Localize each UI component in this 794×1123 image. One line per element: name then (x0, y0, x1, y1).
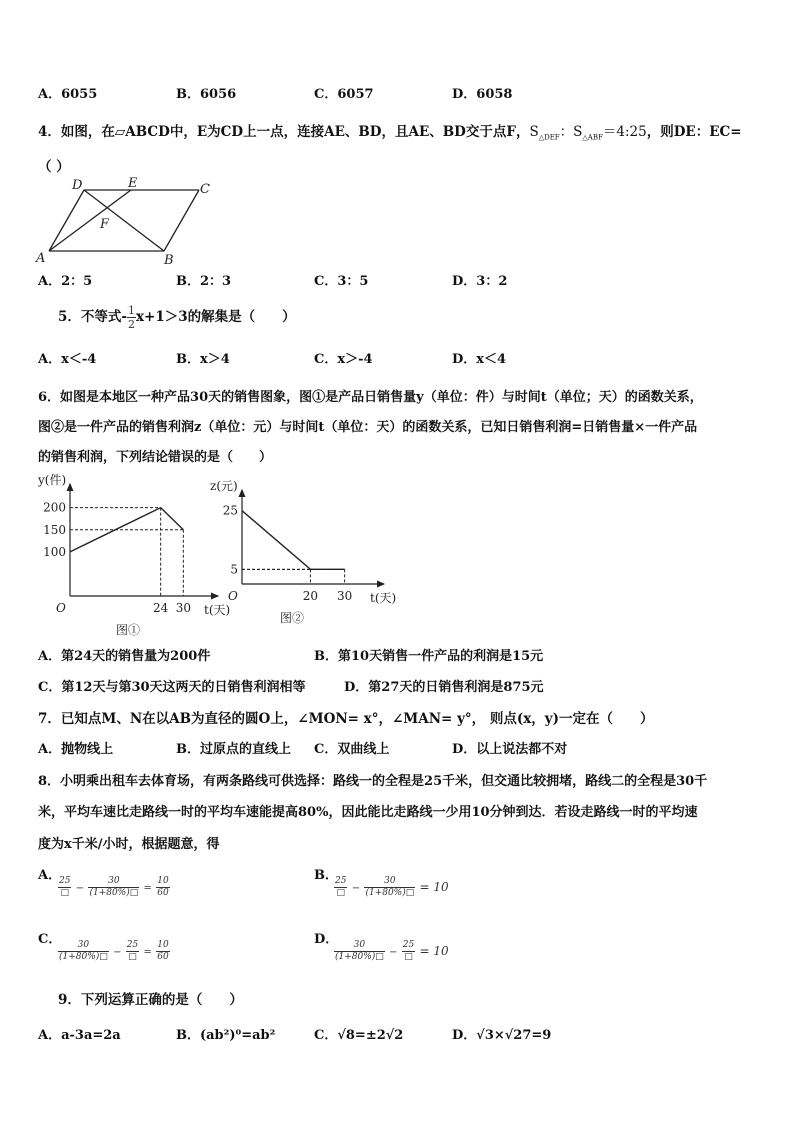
segment-bd (84, 190, 164, 251)
q8-option-a-expr: $\frac{25}{□}$ − $\frac{30}{(1+80\%)□}$ = $\frac{10}{60}$ (59, 876, 169, 898)
c2-y-tick-0: 5 (230, 562, 238, 577)
q9-option-c: C．√8=±2√2 (314, 1028, 404, 1043)
q7-option-c: C．双曲线上 (314, 742, 390, 757)
c1-y-label: y(件) (38, 473, 67, 487)
c2-y-label: z(元) (210, 479, 238, 493)
q8-option-b-expr: $\frac{25}{□}$ − $\frac{30}{(1+80\%)□}$ = 10 (335, 876, 449, 898)
q6-option-b: B．第10天销售一件产品的利润是15元 (314, 649, 544, 664)
q4-option-b: B．2：3 (176, 274, 232, 289)
q5-suffix: x+1＞3的解集是（ ） (136, 309, 296, 325)
q3-option-d: D．6058 (452, 87, 513, 102)
c1-y-tick-0: 100 (43, 544, 66, 559)
edge-ad (49, 190, 84, 251)
q7-option-a: A．抛物线上 (38, 742, 114, 757)
chart-2 (210, 474, 420, 636)
q3-option-c: C．6057 (314, 87, 374, 102)
label-a: A (36, 251, 46, 266)
q4-sep: ： (559, 124, 574, 140)
q8-option-d-label: D． (314, 932, 339, 947)
q4-option-d: D．3：2 (452, 274, 508, 289)
q6-line-3: 的销售利润，下列结论错误的是（ ） (38, 450, 273, 465)
c2-title: 图② (280, 611, 305, 625)
c2-x-tick-1: 30 (336, 589, 353, 603)
q8-option-a-label: A． (38, 868, 62, 883)
q3-option-b: B．6056 (176, 87, 237, 102)
q8-line-3: 度为x千米/小时，根据题意，得 (38, 837, 220, 852)
c2-x-label: t(天) (370, 591, 397, 605)
q7-option-d: D．以上说法都不对 (452, 742, 568, 757)
q5-option-d: D．x＜4 (452, 352, 507, 367)
q8-option-c-label: C． (38, 932, 62, 947)
label-d: D (72, 178, 83, 193)
q4-text-b: ，则DE：EC= (646, 124, 742, 140)
q4-option-c: C．3：5 (314, 274, 369, 289)
label-b: B (164, 253, 174, 268)
c1-y-tick-2: 200 (43, 500, 66, 515)
q4-text-a: 4．如图，在▱ABCD中，E为CD上一点，连接AE、BD，且AE、BD交于点F， (38, 124, 530, 140)
q8-line-2: 米，平均车速比走路线一时的平均车速能提高80%，因此能比走路线一少用10分钟到达．若设走路线一时的平均速 (38, 805, 698, 820)
q4-area-2: $S_{\triangle ABF}$ (573, 124, 603, 142)
q5-option-c: C．x＞-4 (314, 352, 373, 367)
chart-2-series-line (242, 511, 345, 570)
label-f: F (100, 217, 110, 232)
c2-y-tick-1: 25 (222, 503, 238, 518)
edge-bc (164, 190, 199, 251)
segment-ae (49, 190, 131, 251)
c1-x-tick-0: 24 (153, 601, 169, 615)
q6-option-c: C．第12天与第30天这两天的日销售利润相等 (38, 680, 306, 695)
q6-option-d: D．第27天的日销售利润是875元 (344, 680, 544, 695)
q9-stem: 9．下列运算正确的是（ ） (58, 992, 243, 1008)
q8-line-1: 8．小明乘出租车去体育场，有两条路线可供选择：路线一的全程是25千米，但交通比较拥堵，路线二的全程是30千 (38, 774, 708, 789)
c1-x-label: t(天) (204, 603, 231, 617)
q7-stem: 7．已知点M、N在以AB为直径的圆O上，∠MON= x°，∠MAN= y°， 则点(x，y)一定在（ ） (38, 711, 654, 727)
q7-option-b: B．过原点的直线上 (176, 742, 291, 757)
q5-option-a: A．x＜-4 (38, 352, 97, 367)
q8-option-d-expr: $\frac{30}{(1+80\%)□}$ − $\frac{25}{□}$ = 10 (335, 940, 449, 962)
q4-area-1: $S_{\triangle DEF}$ (529, 124, 560, 142)
q8-option-c-expr: $\frac{30}{(1+80\%)□}$ − $\frac{25}{□}$ = $\frac{10}{60}$ (59, 940, 169, 962)
q5-option-b: B．x＞4 (176, 352, 230, 367)
c1-x-tick-1: 30 (175, 601, 191, 615)
q4-option-a: A．2：5 (38, 274, 93, 289)
q4-paren: （ ） (38, 159, 70, 175)
q6-line-1: 6．如图是本地区一种产品30天的销售图象，图①是产品日销售量y（单位：件）与时间t（单位；天）的函数关系， (38, 390, 703, 405)
c2-x-tick-0: 20 (302, 589, 319, 603)
c1-y-tick-1: 150 (43, 522, 66, 537)
q9-option-b: B．(ab²)⁰=ab² (176, 1028, 276, 1043)
q4-stem (38, 120, 742, 142)
c1-title: 图① (116, 623, 141, 637)
q8-option-b-label: B． (314, 868, 338, 883)
label-e: E (128, 176, 138, 191)
q6-line-2: 图②是一件产品的销售利润z（单位：元）与时间t（单位：天）的函数关系，已知日销售利润=日销售量×一件产品 (38, 420, 698, 435)
c2-origin-label: O (228, 589, 238, 603)
q3-option-a: A．6055 (38, 87, 98, 102)
label-c: C (200, 182, 210, 197)
q9-option-a: A．a-3a=2a (38, 1028, 121, 1043)
q6-option-a: A．第24天的销售量为200件 (38, 649, 211, 664)
c1-origin-label: O (56, 601, 66, 615)
q9-option-d: D．√3×√27=9 (452, 1028, 552, 1043)
q4-parallelogram-figure (34, 176, 224, 268)
q5-stem (58, 304, 296, 331)
q4-ratio: ＝4:25 (602, 124, 647, 140)
q5-fraction: $\frac{1}{2}$ (128, 304, 135, 331)
q5-prefix: 5．不等式- (58, 309, 127, 325)
